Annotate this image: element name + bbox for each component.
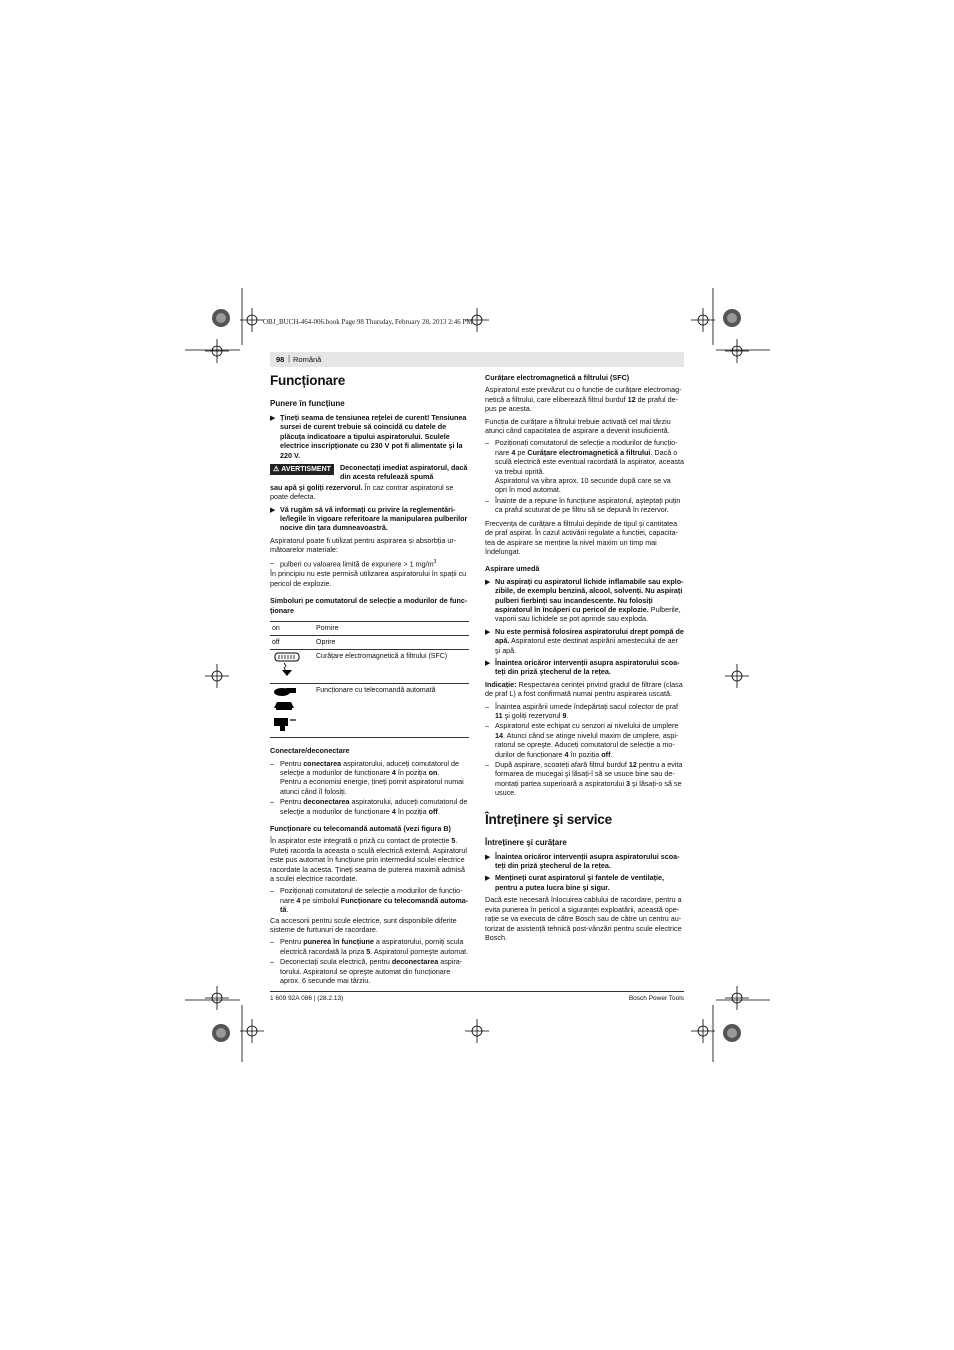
page-header-band: [270, 352, 684, 367]
dash-item: [485, 496, 684, 515]
subsection-title-auto: Funcționare cu telecomandă automată (vezi figura B): [270, 823, 451, 833]
text: Aspiratorul este echipat cu senzori ai nivelului de umplere: [495, 721, 679, 731]
dash-item: [270, 558, 469, 569]
text: aspiratorului. Aspiratorul se opreşte automat din funcționare aprox. 6 secunde mai târziu.: [280, 957, 463, 986]
tool-icons: [272, 686, 302, 732]
page-number: 98: [276, 355, 285, 364]
text: în poziția: [395, 767, 429, 777]
text: şi lăsați-o să se usuce.: [495, 778, 682, 798]
subsection-title-wet: Aspirare umedă: [485, 564, 540, 574]
text: pe simbolul: [300, 895, 341, 905]
warning-continuation: [270, 483, 469, 502]
warning-badge: [270, 464, 334, 475]
bullet-arrow-icon: ▶: [485, 657, 491, 667]
text: În aspirator este integrată o priză cu contact de protecție: [270, 836, 452, 846]
note: Pentru a economisi energie, țineți pornit aspiratorul numai atunci când îl folosiți.: [280, 777, 464, 796]
warning-cont-bold: sau apă şi goliți rezervorul.: [270, 482, 363, 492]
sander-icon: [274, 702, 294, 710]
bold-text: 14: [495, 730, 503, 740]
bullet-arrow-icon: ▶: [485, 873, 491, 883]
bold-text: 11: [495, 711, 503, 720]
dash-item: [270, 957, 469, 985]
bold-text: 12: [628, 760, 637, 770]
dash-item: [485, 721, 684, 759]
text: Pulberile, vaporii sau lichidele se pot aprinde sau exploda.: [495, 604, 681, 624]
bold-text: punerea în funcțiune: [303, 937, 374, 947]
bold-text: 4: [511, 447, 516, 457]
warning-cont-text: În caz contrar aspiratorul se poate defecta.: [270, 482, 454, 502]
subsection-title-sfc: Curățare electromagnetică a filtrului (SFC): [485, 373, 630, 382]
dash-item: [485, 438, 684, 494]
footer-document-number: 1 609 92A 086 | (28.2.13): [270, 995, 344, 1002]
text: şi goliți rezervorul: [502, 711, 563, 720]
text: .: [286, 905, 289, 915]
table-cell-desc: Oprire: [314, 636, 469, 650]
note-label: Indicație:: [485, 679, 517, 689]
text: Pentru: [280, 758, 304, 768]
text: . Dacă o sculă electrică este eventual racordată la aspirator, aceasta va trebui oprită.: [495, 447, 684, 476]
header-language: Română: [293, 355, 322, 364]
header-separator: |: [288, 354, 291, 363]
paragraph: Funcția de curățare a filtrului trebuie activată cel mai târziu atunci când capacitatea de aspirare a devenit insuficientă.: [485, 416, 671, 436]
bold-text: 4: [391, 806, 396, 816]
warning-label: AVERTISMENT: [281, 466, 331, 474]
print-header: OBJ_BUCH-464-006.book Page 98 Thursday, February 28, 2013 2:46 PM: [263, 318, 473, 326]
table-cell-desc: Pornire: [314, 622, 469, 636]
dash-marker: –: [485, 760, 489, 770]
bold-text: deconectarea: [303, 797, 350, 807]
left-column: [270, 372, 469, 986]
dash-item: [485, 760, 684, 798]
bold-text: off: [601, 749, 611, 759]
table-row: [270, 622, 469, 636]
section-title-functionare: Funcționare: [270, 373, 346, 388]
bold-text: 9: [562, 711, 567, 720]
dash-item: [270, 797, 469, 816]
text: a aspiratorului, porniți scula electrică racordată la priza: [280, 937, 464, 956]
subsection-title-punere: Punere în funcțiune: [270, 399, 345, 408]
table-row: [270, 650, 469, 684]
footer-rule: [270, 991, 684, 992]
dash-marker: –: [485, 495, 489, 505]
bullet-item: [485, 658, 684, 677]
warning-triangle-icon: ⚠: [273, 466, 280, 474]
dash-marker: –: [270, 957, 274, 967]
sfc-filter-icon: [272, 652, 302, 678]
table-cell-desc: Curățare electromagnetică a filtrului (SFC): [314, 650, 469, 684]
bullet-text: Vă rugăm să vă informați cu privire la reglementările/legile în vigoare referitoare la manipularea pulberilor nocive din țara dumneavoastră.: [280, 504, 468, 533]
symbols-table: [270, 621, 469, 738]
warning-block: [270, 463, 469, 482]
dash-marker: –: [270, 557, 274, 567]
text: Deconectați scula electrică, pentru: [280, 957, 392, 967]
paragraph: Dacă este necesară înlocuirea cablului de racordare, pentru a evita punerea în pericol a siguranței exploatării, această operație se va executa de către Bosch sau de către un centru autorizat de asistență tehnică post-vânzări pentru scule electrice Bosch.: [485, 895, 682, 942]
text: Pentru: [280, 797, 304, 807]
subsection-title-cleaning: Întreținere şi curățare: [485, 837, 567, 847]
text: . Atunci când se atinge nivelul maxim de umplere, aspiratorul se opreşte. Aduceți comutatorul de selecție a modurilor de funcționare: [495, 730, 679, 759]
warning-text: Deconectați imediat aspiratorul, dacă din acesta refulează spumă: [339, 463, 468, 482]
footer-brand: Bosch Power Tools: [628, 995, 684, 1002]
bullet-item: [270, 413, 469, 460]
text: pe: [515, 447, 528, 457]
text: După aspirare, scoateți afară filtrul burduf: [495, 760, 629, 770]
section-title-maintenance: Întreținere şi service: [485, 811, 612, 827]
table-row: [270, 684, 469, 738]
text: .: [437, 767, 440, 777]
bold-text: off: [428, 806, 438, 816]
table-cell-symbol: [270, 650, 314, 684]
bullet-item: [270, 505, 469, 533]
note: Aspiratorul va vibra aprox. 10 secunde după care se va opri în mod automat.: [495, 476, 671, 495]
bold-text: Înaintea oricăror intervenții asupra aspiratorului scoateți din priză ştecherul de la rețea.: [495, 851, 680, 871]
dash-marker: –: [485, 721, 489, 731]
table-row: [270, 636, 469, 650]
bold-text: Mențineți curat aspiratorul şi fantele de ventilație, pentru a putea lucra bine şi sigur.: [495, 873, 664, 892]
text: Înainte de a repune în funcțiune aspiratorul, aşteptați puțin ca praful scuturat de pe filtru să se depună în rezervor.: [495, 495, 681, 515]
symbols-title: Simboluri pe comutatorul de selecție a modurilor de funcționare: [270, 596, 468, 615]
bold-text: 3: [626, 778, 631, 788]
text: .: [437, 806, 440, 816]
dash-item: [270, 759, 469, 797]
bold-text: 12: [627, 394, 636, 404]
text: Aspiratorul este prevăzut cu o funcție de curățare electromagnetică a filtrului, care eliberează filtrul burduf: [485, 385, 682, 404]
bold-text: deconectarea: [391, 957, 439, 967]
dash-marker: –: [270, 937, 274, 947]
dash-item: [270, 886, 469, 914]
bold-text: conectarea: [303, 758, 342, 768]
bullet-item: [485, 852, 684, 871]
dash-item: [270, 937, 469, 956]
bold-text: 5: [366, 946, 371, 956]
text: Poziționați comutatorul de selecție a modurilor de funcționare: [495, 438, 678, 457]
paragraph: În principiu nu este permisă utilizarea aspiratorului în spații cu pericol de explozie.: [270, 569, 467, 588]
paragraph: [485, 385, 684, 413]
circular-saw-icon: [274, 688, 296, 696]
dash-marker: –: [270, 886, 274, 896]
text: . Aspiratorul porneşte automat.: [370, 946, 469, 956]
bullet-arrow-icon: ▶: [485, 576, 491, 586]
note-paragraph: [485, 680, 684, 699]
table-cell-symbol: [270, 684, 314, 738]
bold-text: Nu este permisă folosirea aspiratorului drept pompă de apă.: [495, 626, 684, 646]
text: Pentru: [280, 937, 304, 947]
table-cell-symbol: off: [270, 636, 314, 650]
table-cell-symbol: on: [270, 622, 314, 636]
right-column: [485, 372, 684, 945]
bold-text: 4: [391, 767, 396, 777]
dash-marker: –: [485, 438, 489, 448]
text: aspiratorului, aduceți comutatorul de selecţie a modurilor de funcționare: [280, 797, 468, 816]
text: pentru a evita formarea de mucegai şi lăsați-l să se usuce bine sau demontați partea superioară a aspiratorului: [495, 760, 683, 788]
text: aspiratorului, aduceți comutatorul de selecţie a modurilor de funcționare: [280, 758, 460, 777]
text: în poziția: [568, 749, 602, 759]
bold-text: Înaintea oricăror intervenții asupra aspiratorului scoateți din priză ştecherul de la rețea.: [495, 657, 680, 677]
bold-text: 4: [296, 895, 301, 905]
bullet-arrow-icon: ▶: [485, 851, 491, 861]
bullet-item: [485, 627, 684, 655]
bold-text: Funcționare cu telecomandă automată: [280, 895, 469, 915]
dash-marker: –: [485, 701, 489, 711]
text: Aspiratorul este destinat aspirării amestecului de aer şi apă.: [495, 636, 678, 655]
paragraph: Frecvența de curățare a filtrului depinde de tipul şi cantitatea de praf aspirat. În cazul activării regulate a funcției, capacitatea de aspirare se menține la nivel maxim un timp mai îndelungat.: [485, 518, 678, 556]
dash-marker: –: [270, 797, 274, 807]
text: Poziționați comutatorul de selecție a modurilor de funcționare: [280, 886, 463, 905]
bold-text: 5: [451, 836, 456, 846]
text: în poziția: [395, 806, 429, 816]
bold-text: Curățare electromagnetică a filtrului: [527, 447, 651, 457]
bullet-text: Țineți seama de tensiunea reţelei de curent! Tensiunea sursei de curent trebuie să coincidă cu datele de plăcuța indicatoare a tipului aspiratorului. Sculele electrice inscripționate cu 230 V pot fi alimentate şi la 220 V.: [280, 413, 467, 460]
subsection-title-conectare: Conectare/deconectare: [270, 746, 350, 756]
paragraph: [270, 836, 469, 883]
paragraph: Aspiratorul poate fi utilizat pentru aspirarea și absorbția următoarelor materiale:: [270, 535, 457, 555]
text: .: [566, 711, 569, 720]
bullet-item: [485, 577, 684, 624]
text: de praful depus pe acesta.: [485, 394, 678, 414]
bold-text: 4: [564, 749, 569, 759]
bold-text: on: [428, 767, 438, 777]
text: .: [610, 749, 613, 759]
text: . Puteți racorda la aceasta o sculă electrică externă. Aspiratorul este pus automat în funcțiune prin intermediul sculei electrice racordate la acesta. Țineți seama de puterea maximă admisă a sculei electrice racordate.: [270, 836, 467, 883]
dash-marker: –: [270, 758, 274, 768]
dash-item: [485, 702, 684, 721]
text: Respectarea cerinței privind gradul de filtrare (clasa de praf L) a fost confirmată numai pentru aspirarea uscată.: [485, 679, 683, 699]
bullet-arrow-icon: ▶: [270, 504, 276, 514]
paragraph: Ca accesorii pentru scule electrice, sunt disponibile diferite sisteme de furtunuri de racordare.: [270, 915, 457, 935]
text: Înaintea aspirării umede îndepărtați sacul colector de praf: [495, 701, 678, 711]
bold-text: Nu aspirați cu aspiratorul lichide inflamabile sau explozibile, de exemplu benzină, alcool, solvenți. Nu aspirați pulberi fierbinți sau incandescente. Nu folosiți aspiratorul în încăperi cu pericol de explozie.: [495, 576, 684, 614]
bullet-arrow-icon: ▶: [270, 413, 276, 422]
bullet-item: [485, 873, 684, 892]
drill-icon: [274, 718, 296, 731]
table-cell-desc: Funcționare cu telecomandă automată: [314, 684, 469, 738]
superscript: 3: [433, 558, 437, 565]
bullet-arrow-icon: ▶: [485, 626, 491, 636]
dash-text: pulberi cu valoarea limită de expunere > 1 mg/m: [280, 559, 434, 569]
